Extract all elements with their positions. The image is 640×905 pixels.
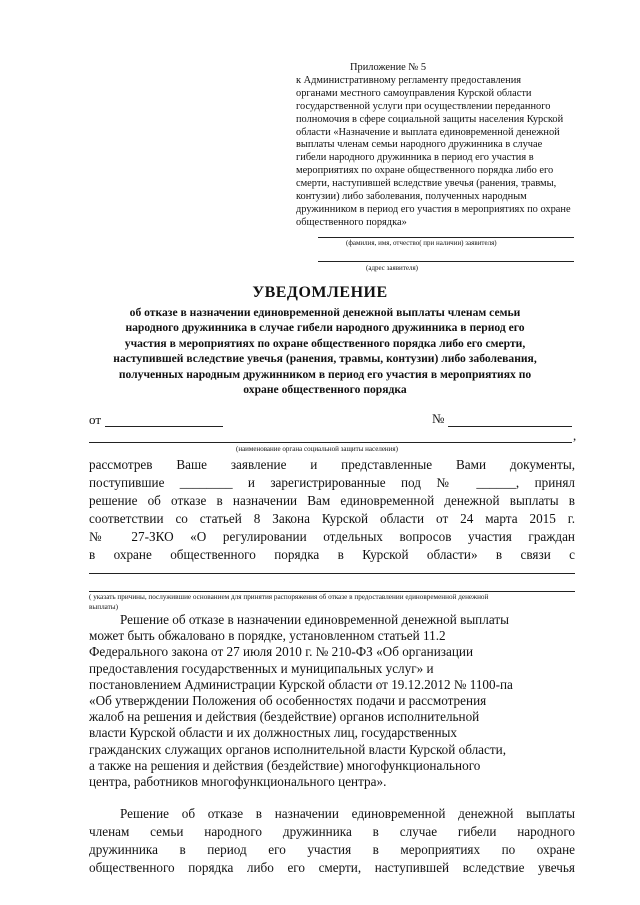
paragraph-line: власти Курской области и их должностных лиц, государственных [89,725,457,741]
paragraph-line: № 27-ЗКО «О регулировании отдельных вопросов участия граждан [89,529,575,544]
paragraph-line: гражданских служащих органов исполнительной власти Курской области, [89,741,507,757]
appendix-line: выплаты членам семьи народного дружинника в случае [296,139,543,151]
number-label: № [432,411,445,426]
paragraph-line: поступившие ________ и зарегистрированные под № ______, принял [89,475,575,490]
paragraph-line: предоставления государственных и муниципальных услуг» и [89,660,434,676]
paragraph-line: «Об утверждении Положения об особенностях подачи и рассмотрения [89,693,487,709]
appendix-line: смерти, наступившей вследствие увечья (ранения, травмы, [296,178,557,190]
paragraph-line: общественного порядка либо его смерти, наступившей вследствие увечья [89,860,575,875]
paragraph-continuation [89,805,575,877]
subtitle-line: охране общественного порядка [243,383,407,397]
appendix-title: Приложение № 5 [350,62,427,73]
paragraph-decision [89,456,575,564]
from-label: от [89,412,102,427]
subtitle-line: наступившей вследствие увечья (ранения, травмы, контузии) либо заболевания, [113,352,537,366]
appendix-line: области «Назначение и выплата единовременной денежной [296,126,560,138]
paragraph-line: решение об отказе в назначении Вам единовременной денежной выплаты в [89,493,575,508]
notice-number-field[interactable] [448,426,572,427]
applicant-name-caption: (фамилия, имя, отчество( при наличии) заявителя) [346,239,497,247]
appendix-line: гибели народного дружинника в период его участия в [296,152,534,164]
notice-title: УВЕДОМЛЕНИЕ [252,284,388,301]
appendix-line: контузии) либо заболевания, полученных народным [296,191,527,203]
paragraph-line: постановлением Администрации Курской области от 19.12.2012 № 1100-па [89,676,513,692]
org-line-comma: , [573,428,577,443]
reasons-caption [89,592,575,612]
appendix-line: общественного порядка» [296,216,407,228]
subtitle-line: участия в мероприятиях по охране общественного порядка либо его смерти, [124,336,526,350]
paragraph-line: членам семьи народного дружинника в случае гибели народного [89,824,575,839]
paragraph-appeal [89,612,575,790]
subtitle-line: об отказе в назначении единовременной денежной выплаты членам семьи [129,306,521,319]
appendix-line: органами местного самоуправления Курской области [296,87,532,99]
paragraph-line: а также на решения и действия (бездействие) многофункционального [89,757,481,773]
appendix-line: мероприятиях по охране общественного порядка либо его [296,165,554,177]
paragraph-line: может быть обжаловано в порядке, установленном статьей 11.2 [89,628,446,644]
paragraph-line: дружинника в период его участия в мероприятиях по охране [89,842,575,857]
org-name-caption: (наименование органа социальной защиты населения) [236,445,398,453]
appendix-line: государственной услуги при осуществлении переданного [296,100,551,112]
from-date-field[interactable] [105,426,223,427]
paragraph-line: Федерального закона от 27 июля 2010 г. № 210-ФЗ «Об организации [89,644,474,660]
paragraph-line: Решение об отказе в назначении единовременной денежной выплаты [120,612,509,627]
reasons-caption-line: выплаты) [89,603,119,611]
applicant-address-line[interactable] [318,261,574,262]
org-name-field[interactable] [89,442,572,443]
paragraph-line: центра, работников многофункционального центра». [89,774,387,790]
paragraph-line: жалоб на решения и действия (бездействие) органов исполнительной [89,709,480,725]
subtitle-line: полученных народным дружинником в период его участия в мероприятиях по [118,367,532,381]
applicant-address-caption: (адрес заявителя) [366,264,418,272]
appendix-line: полномочия в сфере социальной защиты населения Курской [296,113,564,125]
appendix-line: дружинником в период его участия в мероприятиях по охране [296,203,571,215]
appendix-line: к Административному регламенту предоставления [296,74,522,86]
paragraph-line: соответствии со статьей 8 Закона Курской области от 24 марта 2015 г. [89,511,575,526]
paragraph-line: Решение об отказе в назначении единовременной денежной выплаты [120,806,575,821]
reasons-field-line-1[interactable] [89,573,575,574]
paragraph-line: рассмотрев Ваше заявление и представленные Вами документы, [89,457,575,472]
paragraph-line: в охране общественного порядка в Курской области» в связи с [89,547,575,562]
reasons-caption-line: ( указать причины, послужившие основанием для принятия распоряжения об отказе в предоставлении единовременной денежной [89,593,489,601]
subtitle-line: народного дружинника в случае гибели народного дружинника в период его [125,321,525,335]
appendix-block [296,62,596,230]
applicant-name-line[interactable] [318,237,574,238]
notice-subtitle [90,305,560,397]
